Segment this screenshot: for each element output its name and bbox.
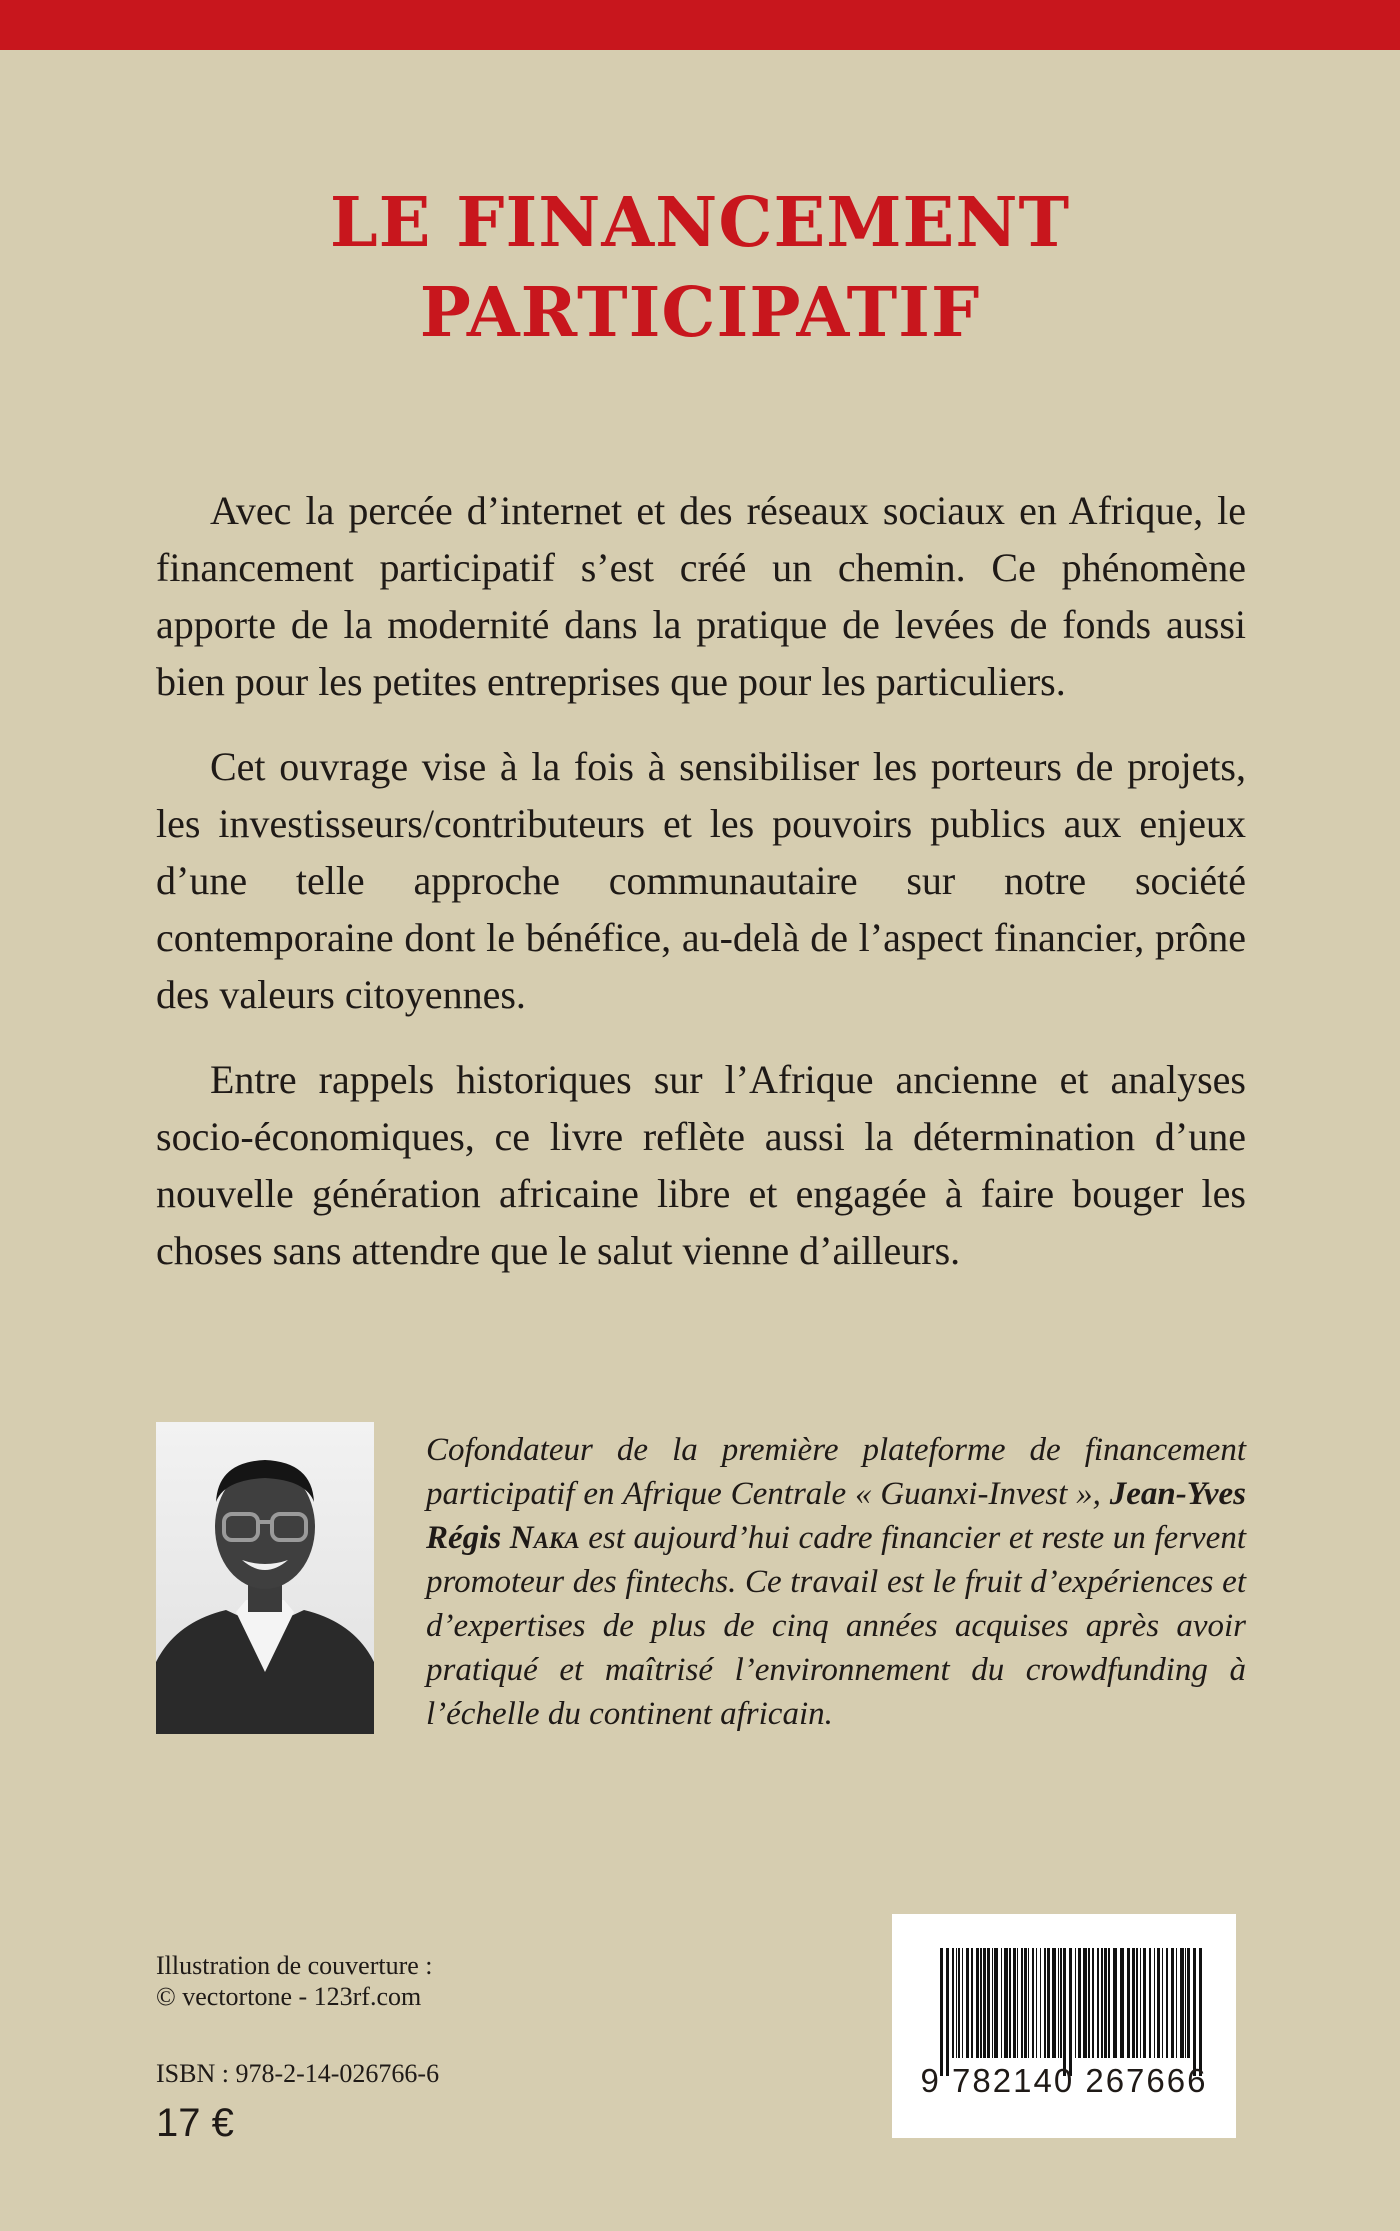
isbn-number: ISBN : 978-2-14-026766-6 (156, 2059, 440, 2088)
illustration-label: Illustration de couverture : (156, 1951, 433, 1980)
author-photo (156, 1422, 374, 1734)
illustration-source: © vectortone - 123rf.com (156, 1982, 422, 2011)
barcode-digits: 9 782140 267666 (920, 2062, 1208, 2099)
book-title (0, 178, 1400, 358)
barcode (892, 1914, 1236, 2138)
barcode-bars (892, 1914, 1236, 2138)
title-line-1: LE FINANCEMENT (329, 183, 1071, 263)
back-cover-blurb (156, 482, 1246, 1307)
author-bio (426, 1428, 1246, 1736)
bio-before: Cofondateur de la première plateforme de financement participatif en Afrique Centrale « Guanxi-Invest », (426, 1432, 1246, 1512)
author-portrait-icon (156, 1422, 374, 1734)
author-last-name: Naka (509, 1520, 580, 1556)
illustration-credits (156, 1950, 433, 2012)
top-red-band (0, 0, 1400, 50)
author-first-name: Jean-Yves Régis (426, 1476, 1246, 1556)
bio-after: est aujourd’hui cadre financier et reste un fervent promoteur des fintechs. Ce travail est le fruit d’expériences et d’expertises de plus de cinq années acquises après avoir pratiqué et maîtrisé l’environnement du crowdfunding à l’échelle du continent africain. (426, 1520, 1247, 1732)
title-line-2: PARTICIPATIF (419, 273, 981, 353)
blurb-paragraph-3: Entre rappels historiques sur l’Afrique ancienne et analyses socio-économiques, ce livre reflète aussi la détermination d’une nouvelle génération africaine libre et engagée à faire bouger les choses sans attendre que le salut vienne d’ailleurs. (156, 1057, 1246, 1273)
blurb-paragraph-1: Avec la percée d’internet et des réseaux sociaux en Afrique, le financement participatif s’est créé un chemin. Ce phénomène apporte de la modernité dans la pratique de levées de fonds aussi bien pour les petites entreprises que pour les particuliers. (156, 488, 1246, 704)
price: 17 € (156, 2101, 234, 2145)
blurb-paragraph-2: Cet ouvrage vise à la fois à sensibiliser les porteurs de projets, les investisseurs/contributeurs et les pouvoirs publics aux enjeux d’une telle approche communautaire sur notre société contemporaine dont le bénéfice, au-delà de l’aspect financier, prône des valeurs citoyennes. (156, 744, 1246, 1017)
